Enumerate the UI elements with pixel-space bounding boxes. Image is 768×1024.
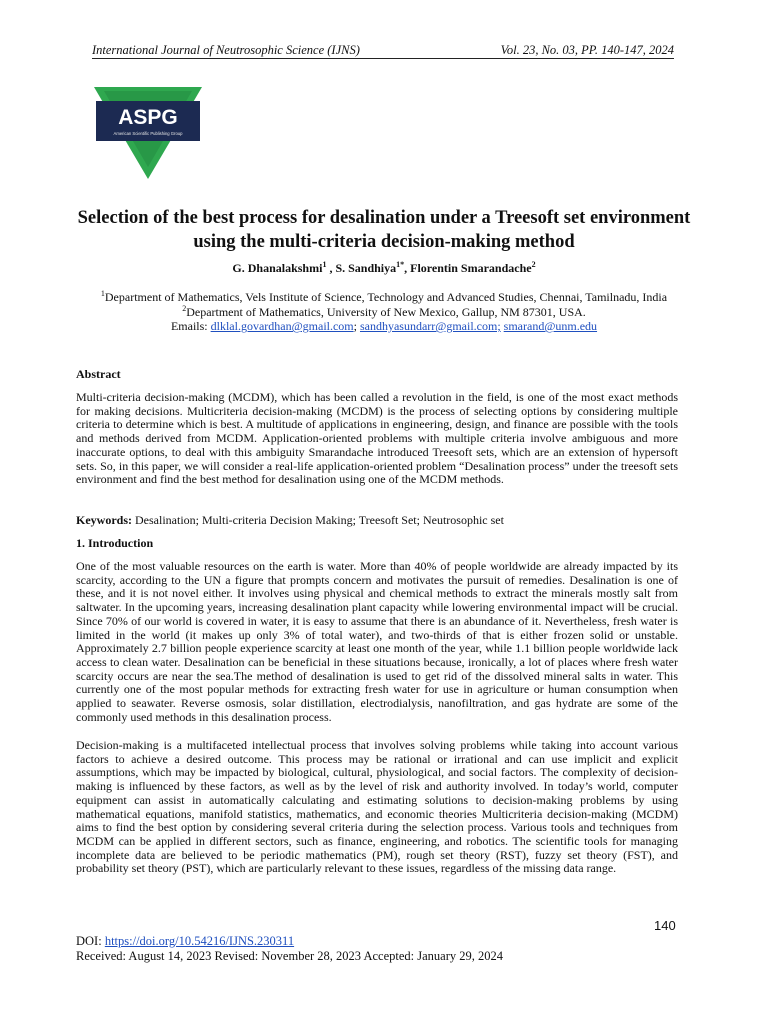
author-affil-mark: 1 (322, 260, 327, 269)
keywords (76, 514, 678, 528)
author-list (60, 260, 708, 276)
affiliation-2: $^2$Department of Mathematics, University of New Mexico, Gallup, NM 87301, USA. (182, 303, 586, 319)
logo-text: ASPG (118, 106, 178, 129)
affiliations (76, 290, 692, 334)
paper-title: Selection of the best process for desalination under a Treesoft set environment using the multi-criteria decision-making method (77, 208, 691, 252)
footer (76, 934, 503, 964)
email-link-1[interactable]: dlklal.govardhan@gmail.com (210, 319, 354, 333)
email-link-2[interactable]: sandhyasundarr@gmail.com; (359, 319, 501, 333)
author-affil-mark: 1* (396, 260, 405, 269)
introduction-paragraph-2: Decision-making is a multifaceted intellectual process that involves solving problems while taking into account various factors to achieve a desired outcome. This process may be rational or irrational and can use implicit and explicit assumptions, which may be impacted by biological, cultural, physiological, and social factors. The complexity of decision-making is influenced by these factors, as well as by the level of risk and authority involved. In today’s world, computer equipment can assist in automatically calculating and estimating solutions to decision-making problems by using mathematical equations, manifold statistics, mathematics, and economic theories Multicriteria decision-making (MCDM) aims to find the best option by considering several criteria during the selection process. Various tools and techniques from MCDM can be applied in different sectors, such as finance, engineering, and robotics. The scientific tools for managing incomplete data are believed to be periodic mathematics (PM), rough set theory (RST), fuzzy set theory (FST), and probability set theory (PST), which are particularly relevant to these issues, regardless of the missing data range. (76, 738, 678, 876)
introduction-heading: 1. Introduction (76, 536, 154, 550)
page-number: 140 (654, 918, 676, 933)
author-name: , S. Sandhiya (326, 261, 397, 275)
volume-info: Vol. 23, No. 03, PP. 140-147, 2024 (500, 43, 674, 57)
submission-dates: Received: August 14, 2023 Revised: November 28, 2023 Accepted: January 29, 2024 (76, 949, 504, 963)
running-header (92, 42, 674, 59)
affiliation-1: $^1$Department of Mathematics, Vels Institute of Science, Technology and Advanced Studies, Chennai, Tamilnadu, India (100, 289, 668, 304)
keywords-label: Keywords: (76, 513, 132, 527)
publisher-logo (92, 87, 204, 179)
logo-subtext: American Scientific Publishing Group (113, 131, 183, 136)
doi-link[interactable]: https://doi.org/10.54216/IJNS.230311 (104, 934, 295, 948)
introduction-paragraph-1: One of the most valuable resources on the earth is water. More than 40% of people worldwide are already impacted by its scarcity, according to the UN a figure that prompts concern and motivates the pursuit of remedies. Desalination is one of these, and it is not novel either. It involves using physical and chemical methods to extract the minerals mostly salt from saltwater. In the upcoming years, increasing desalination plant capacity while lowering environmental impact will be crucial. Since 70% of our world is covered in water, it is easy to assume that there is an abundance of it. Nevertheless, fresh water is limited in the world (it makes up only 3% of total water), and two-thirds of that is either frozen solid or unstable. Approximately 2.7 billion people experience scarcity at least one month of the year, while 1.1 billion people worldwide lack access to clean water. Desalination can be beneficial in these situations because, ironically, a lot of places where fresh water scarcity occurs are near the sea.The method of desalination is used to get rid of the dissolved mineral salts in water. This currently one of the most popular methods for extracting fresh water for use in agriculture or human consumption when applied to seawater. Reverse osmosis, solar distillation, electrodialysis, nanofiltration, and gas hydrate are some of the commonly used methods in this desalination process. (76, 559, 678, 724)
abstract-text: Multi-criteria decision-making (MCDM), which has been called a revolution in the field, is one of the most exact methods for making decisions. Multicriteria decision-making (MCDM) is the process of selecting options by considering multiple criteria to determine which is best. A multitude of applications in engineering, design, and finance are possible with the tools and methods derived from MCDM. Application-oriented problems with multiple criteria involve ambiguous and more inaccurate options, to deal with this ambiguity Smarandache introduced Treesoft sets, which are an extension of hypersoft sets. So, in this paper, we will consider a real-life application-oriented problem “Desalination process” under the treesoft sets environment and find the best method for desalination using one of the MCDM methods. (76, 390, 678, 487)
author-name: G. Dhanalakshmi (232, 261, 323, 275)
abstract-heading: Abstract (76, 367, 121, 381)
author-name: , Florentin Smarandache (404, 261, 532, 275)
doi-line: DOI: https://doi.org/10.54216/IJNS.230311 (76, 934, 295, 948)
author-affil-mark: 2 (531, 260, 536, 269)
keywords-text: Desalination; Multi-criteria Decision Making; Treesoft Set; Neutrosophic set (132, 513, 504, 527)
email-link-3[interactable]: smarand@unm.edu (503, 319, 598, 333)
journal-name: International Journal of Neutrosophic Science (IJNS) (92, 43, 360, 57)
emails: Emails: dlklal.govardhan@gmail.com; sandhyasundarr@gmail.com; smarand@unm.edu (170, 319, 598, 333)
